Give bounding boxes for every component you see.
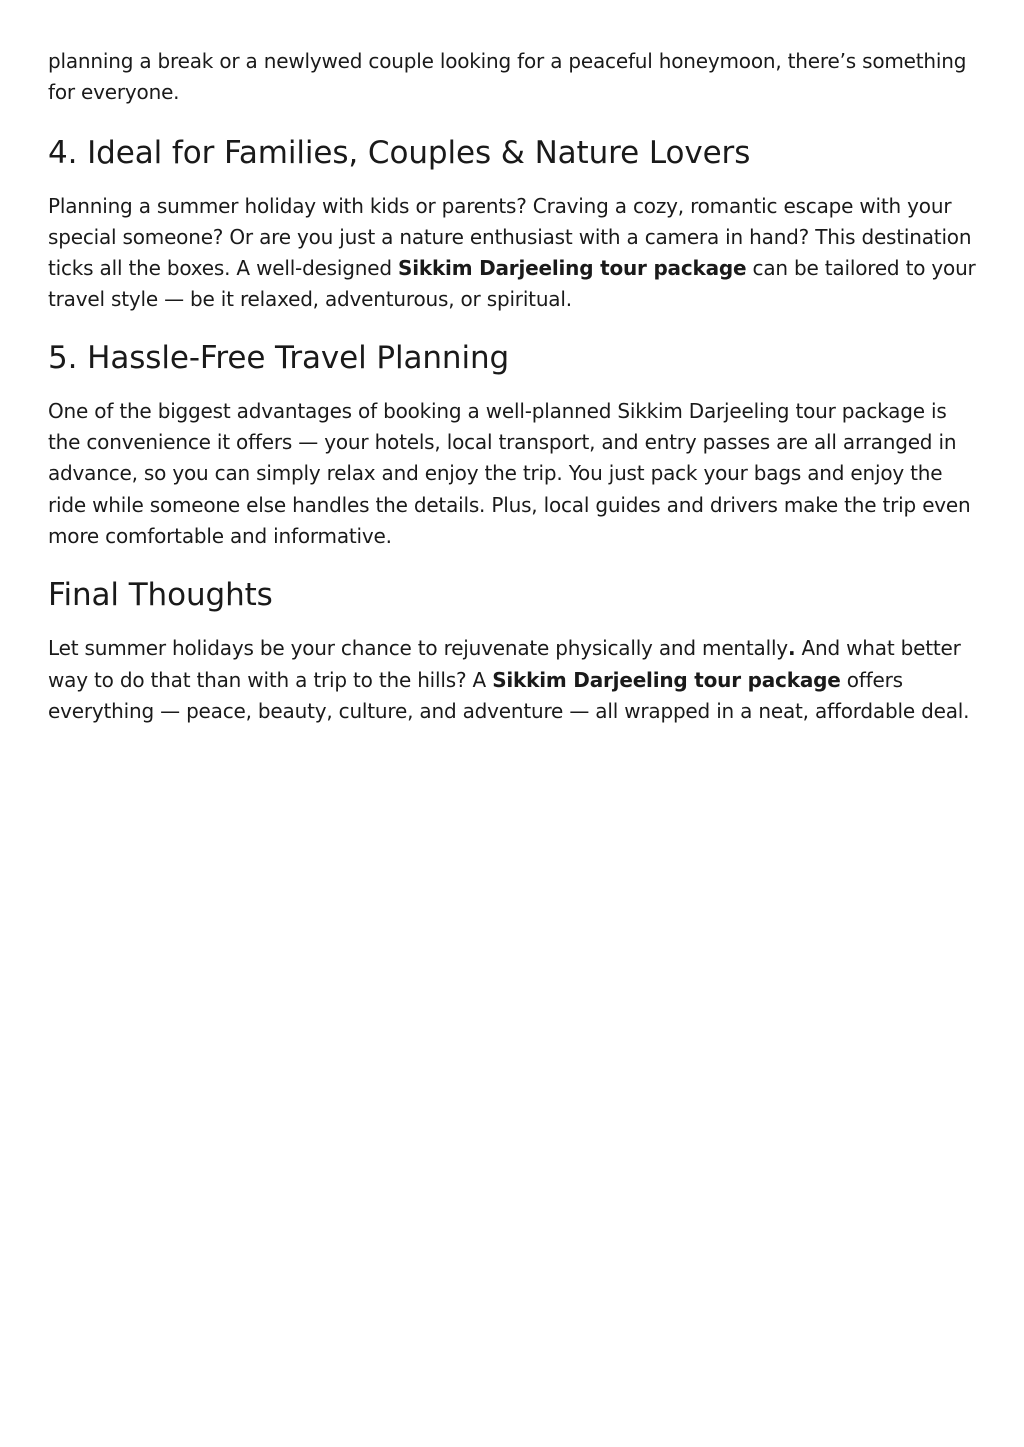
section-4-paragraph <box>48 191 980 316</box>
section-4-heading: 4. Ideal for Families, Couples & Nature Lovers <box>48 134 751 171</box>
final-text-after: offers everything — peace, beauty, culture, and adventure — all wrapped in a neat, affordable deal. <box>48 667 970 723</box>
section-4-text-before: Planning a summer holiday with kids or parents? Craving a cozy, romantic escape with your special someone? Or are you just a nature enthusiast with a camera in hand? This destination ticks all the boxes. A well-designed <box>48 193 972 281</box>
final-text-before: Let summer holidays be your chance to rejuvenate physically and mentally <box>48 636 788 661</box>
final-keyword: Sikkim Darjeeling tour package <box>492 667 841 692</box>
section-4-text-after: can be tailored to your travel style — be it relaxed, adventurous, or spiritual. <box>48 256 976 312</box>
intro-paragraph: planning a break or a newlywed couple looking for a peaceful honeymoon, there’s something for everyone. <box>48 49 967 105</box>
section-4-keyword: Sikkim Darjeeling tour package <box>397 256 747 281</box>
final-thoughts-heading: Final Thoughts <box>48 577 273 614</box>
final-thoughts-paragraph <box>48 633 980 727</box>
final-text-middle: And what better way to do that than with a trip to the hills? A <box>48 636 961 692</box>
final-bold-period: . <box>787 636 796 661</box>
section-5-paragraph: One of the biggest advantages of booking a well-planned Sikkim Darjeeling tour package is the convenience it offers — your hotels, local transport, and entry passes are all arranged in advance, so you can simply relax and enjoy the trip. You just pack your bags and enjoy the ride while someone else handles the details. Plus, local guides and drivers make the trip even more comfortable and informative. <box>48 398 971 548</box>
section-5-heading: 5. Hassle-Free Travel Planning <box>48 339 510 376</box>
article-body <box>48 46 980 727</box>
